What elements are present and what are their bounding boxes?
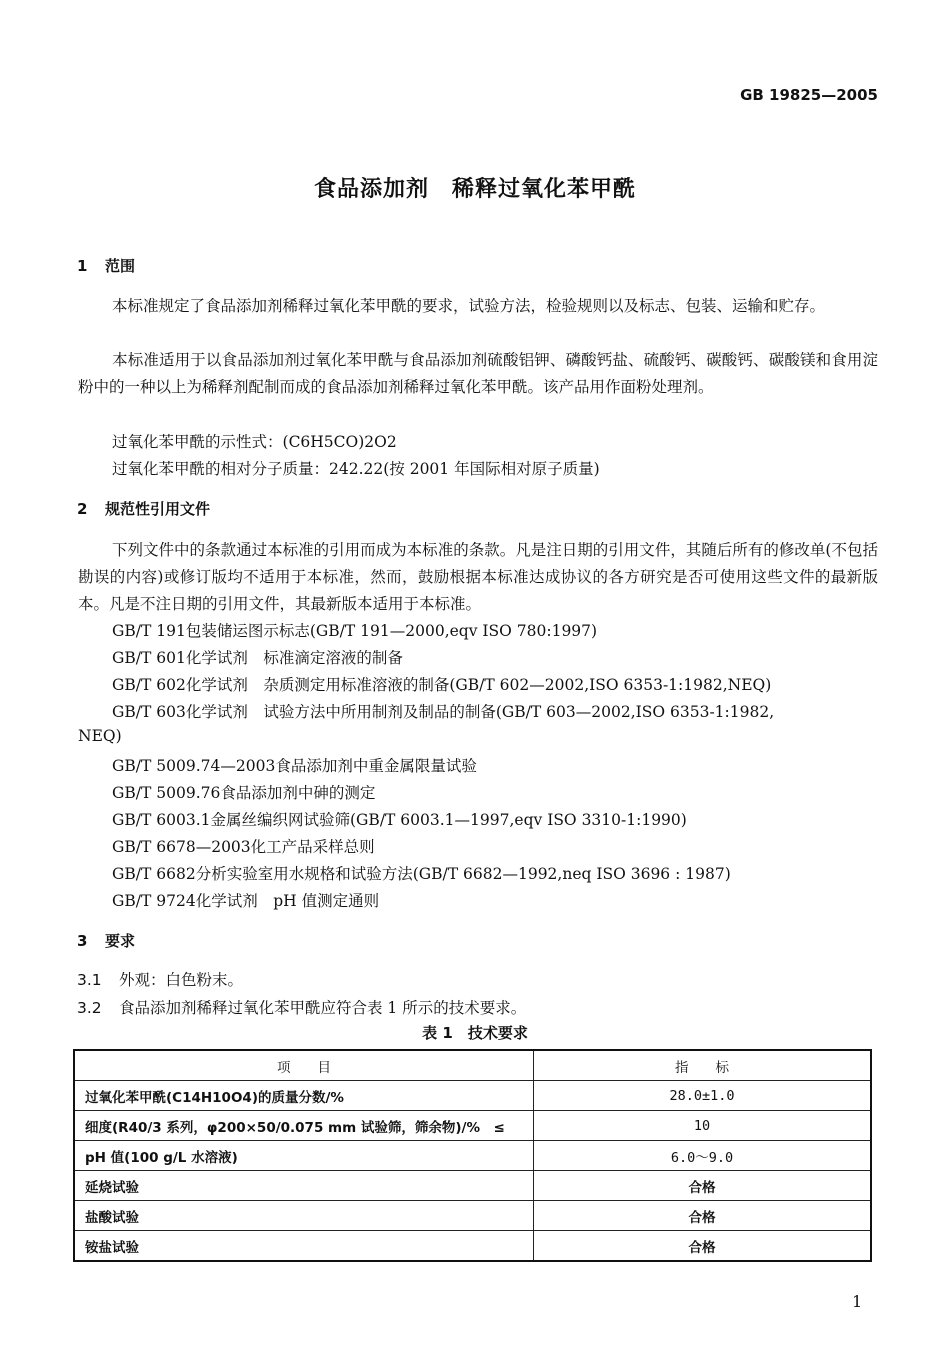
column-header-value: 指 标 <box>534 1050 872 1081</box>
reference-item <box>112 673 771 695</box>
section-number: 2 <box>77 500 88 518</box>
paragraph-text: 下列文件中的条款通过本标准的引用而成为本标准的条款。凡是注日期的引用文件，其随后所有的修改单(不包括勘误的内容)或修订版均不适用于本标准，然而，鼓励根据本标准达成协议的各方研究是否可使用这些文件的最新版本。凡是不注日期的引用文件，其最新版本适用于本标准。 <box>78 541 878 613</box>
clause-number: 3.2 <box>77 999 102 1017</box>
reference-title: 食品添加剂中重金属限量试验 <box>275 757 477 775</box>
value-cell: 6.0～9.0 <box>534 1141 872 1171</box>
table-row <box>74 1201 871 1231</box>
section-1-paragraph-2 <box>78 347 878 401</box>
reference-item <box>112 754 477 776</box>
item-cell: 细度(R40/3 系列，φ200×50/0.075 mm 试验筛，筛余物)/% ≤ <box>74 1111 534 1141</box>
reference-item <box>112 889 379 911</box>
reference-item <box>112 835 375 857</box>
section-1-paragraph-1 <box>78 293 878 320</box>
table-row <box>74 1111 871 1141</box>
value-cell: 28.0±1.0 <box>534 1081 872 1111</box>
reference-code: GB/T 603 <box>112 703 186 721</box>
clause-text: 外观：白色粉末。 <box>119 971 244 989</box>
value-cell: 合格 <box>534 1171 872 1201</box>
table-caption: 表 1 技术要求 <box>422 1024 528 1042</box>
reference-title: 包装储运图示标志(GB/T 191—2000,eqv ISO 780:1997) <box>185 622 598 640</box>
value-cell: 10 <box>534 1111 872 1141</box>
reference-title: 化学试剂 杂质测定用标准溶液的制备(GB/T 602—2002,ISO 6353-1:1982,NEQ) <box>185 676 772 694</box>
reference-code: GB/T 191 <box>112 622 186 640</box>
reference-title: 化工产品采样总则 <box>250 838 375 856</box>
clause-text: 食品添加剂稀释过氧化苯甲酰应符合表 1 所示的技术要求。 <box>119 999 527 1017</box>
section-title: 要求 <box>105 932 136 950</box>
item-cell: 延烧试验 <box>74 1171 534 1201</box>
table-row <box>74 1081 871 1111</box>
formula-line <box>112 430 397 452</box>
reference-item <box>112 700 774 722</box>
table-row <box>74 1171 871 1201</box>
item-cell: 盐酸试验 <box>74 1201 534 1231</box>
reference-code: GB/T 9724 <box>112 892 196 910</box>
molecular-mass-line: 过氧化苯甲酰的相对分子质量：242.22(按 2001 年国际相对原子质量) <box>112 460 600 478</box>
section-number: 3 <box>77 932 88 950</box>
reference-title: 分析实验室用水规格和试验方法(GB/T 6682—1992,neq ISO 3696 : 1987) <box>195 865 731 883</box>
formula-label: 过氧化苯甲酰的示性式： <box>112 433 283 451</box>
section-number: 1 <box>77 257 88 275</box>
reference-code: GB/T 5009.74—2003 <box>112 757 276 775</box>
reference-title: 化学试剂 pH 值测定通则 <box>195 892 380 910</box>
reference-title: 化学试剂 标准滴定溶液的制备 <box>185 649 403 667</box>
reference-title: 金属丝编织网试验筛(GB/T 6003.1—1997,eqv ISO 3310-1:1990) <box>210 811 687 829</box>
page-number: 1 <box>852 1292 863 1311</box>
table-row <box>74 1231 871 1262</box>
section-3-heading <box>77 930 135 951</box>
technical-requirements-table <box>73 1049 872 1262</box>
reference-code: GB/T 602 <box>112 676 186 694</box>
value-cell: 合格 <box>534 1231 872 1262</box>
requirement-item <box>77 968 243 990</box>
section-2-intro <box>78 537 878 618</box>
reference-item <box>112 862 731 884</box>
section-title: 范围 <box>105 257 136 275</box>
value-cell: 合格 <box>534 1201 872 1231</box>
item-cell: 过氧化苯甲酰(C14H10O4)的质量分数/% <box>74 1081 534 1111</box>
reference-code: GB/T 5009.76 <box>112 784 221 802</box>
column-header-item: 项 目 <box>74 1050 534 1081</box>
reference-code: GB/T 6682 <box>112 865 196 883</box>
table-header-row <box>74 1050 871 1081</box>
chemical-formula: (C6H5CO)2O2 <box>282 433 397 451</box>
reference-code: GB/T 601 <box>112 649 186 667</box>
reference-item <box>112 808 687 830</box>
paragraph-text: 本标准适用于以食品添加剂过氧化苯甲酰与食品添加剂硫酸铝钾、磷酸钙盐、硫酸钙、碳酸钙、碳酸镁和食用淀粉中的一种以上为稀释剂配制而成的食品添加剂稀释过氧化苯甲酰。该产品用作面粉处理剂。 <box>78 351 878 396</box>
reference-code: GB/T 6003.1 <box>112 811 211 829</box>
reference-item <box>112 781 375 803</box>
document-title: 食品添加剂 稀释过氧化苯甲酰 <box>313 177 636 202</box>
reference-item <box>112 646 403 668</box>
reference-continuation: NEQ) <box>78 727 122 745</box>
section-2-heading <box>77 498 210 519</box>
item-cell: 铵盐试验 <box>74 1231 534 1262</box>
reference-code: GB/T 6678—2003 <box>112 838 251 856</box>
section-title: 规范性引用文件 <box>105 500 211 518</box>
paragraph-text: 本标准规定了食品添加剂稀释过氧化苯甲酰的要求，试验方法，检验规则以及标志、包装、运输和贮存。 <box>112 297 826 315</box>
section-1-heading <box>77 255 135 276</box>
requirement-item <box>77 996 526 1018</box>
standard-number: GB 19825—2005 <box>740 86 878 104</box>
reference-item <box>112 619 597 641</box>
reference-title: 化学试剂 试验方法中所用制剂及制品的制备(GB/T 603—2002,ISO 6353-1:1982, <box>185 703 775 721</box>
item-cell: pH 值(100 g/L 水溶液) <box>74 1141 534 1171</box>
clause-number: 3.1 <box>77 971 102 989</box>
reference-title: 食品添加剂中砷的测定 <box>220 784 376 802</box>
table-row <box>74 1141 871 1171</box>
